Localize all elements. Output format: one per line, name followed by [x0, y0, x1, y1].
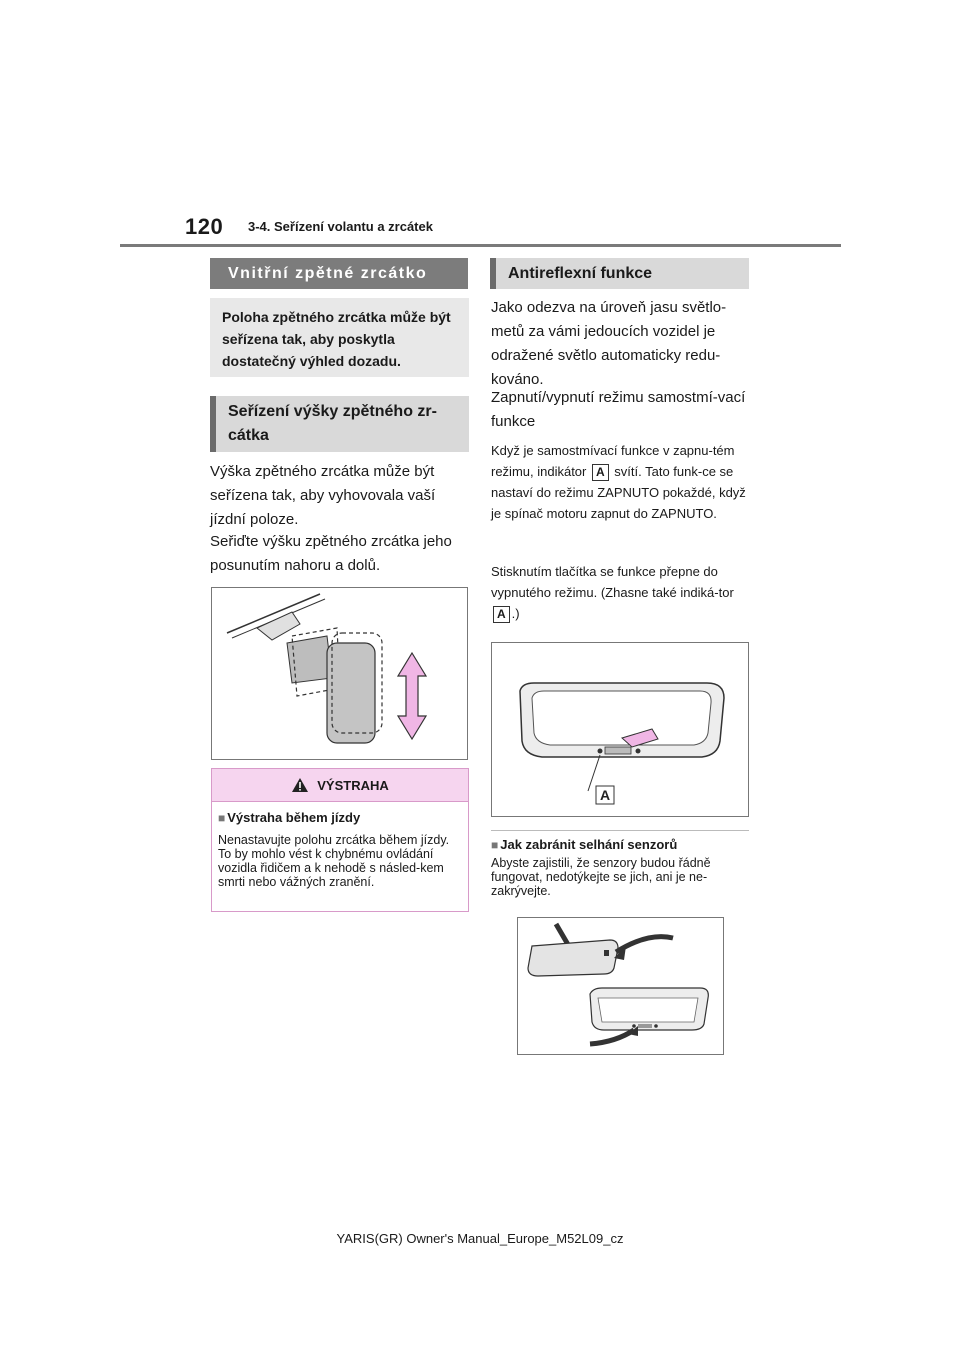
indicator-on-text-end: svítí. Tato funk-ce se nastaví do režimu ZAPNUTO pokaždé, když je spínač motoru zapnut do ZAPNUTO. — [491, 464, 746, 521]
heading-inner-mirror: Vnitřní zpětné zrcátko — [210, 258, 468, 289]
sensor-title-row — [491, 837, 753, 852]
page-number: 120 — [185, 214, 224, 239]
height-paragraph-1: Výška zpětného zrcátka může být seřízena tak, aby vyhovovala vaší jízdní poloze. — [210, 463, 436, 528]
button-off-text-start: Stisknutím tlačítka se funkce přepne do vypnutého režimu. (Zhasne také indiká-tor — [491, 564, 734, 600]
mirror-height-figure — [211, 587, 468, 760]
warning-header — [212, 769, 468, 802]
intro-box: Poloha zpětného zrcátka může být seřízena tak, aby poskytla dostatečný výhled dozadu. — [210, 298, 469, 377]
button-off-text-end: .) — [511, 606, 520, 621]
antiglare-mode-paragraph: Zapnutí/vypnutí režimu samostmí-vací funkce — [491, 389, 746, 430]
height-paragraph-2: Seřiďte výšku zpětného zrcátka jeho posunutím nahoru a dolů. — [210, 533, 452, 574]
antiglare-mirror-figure — [491, 642, 749, 817]
antiglare-paragraph: Jako odezva na úroveň jasu světlo-metů za vámi jedoucích vozidel je odražené světlo automaticky redu-kováno. — [491, 299, 727, 388]
heading-height-adjust: Seřízení výšky zpětného zr-cátka — [210, 396, 469, 452]
heading-antiglare: Antireflexní funkce — [490, 258, 749, 289]
warning-title: Výstraha během jízdy — [227, 810, 361, 825]
warning-text-2: To by mohlo vést k chybnému ovládání vozidla řidičem a k nehodě s násled-kem smrti nebo vážných zranění. — [218, 847, 444, 889]
antiglare-mirror-illustration — [492, 643, 748, 816]
section-title: 3-4. Seřízení volantu a zrcátek — [248, 219, 433, 234]
square-bullet-icon: ■ — [218, 811, 226, 825]
indicator-on-text-start: Když je samostmívací funkce v zapnu-tém režimu, indikátor — [491, 443, 735, 479]
button-off-note — [491, 561, 753, 624]
indicator-badge-2: A — [493, 606, 510, 623]
figure-callout-a: A — [599, 787, 611, 803]
indicator-on-note — [491, 440, 753, 524]
warning-title-row — [218, 810, 468, 825]
sensor-figure — [517, 917, 724, 1055]
warning-triangle-icon — [291, 777, 309, 793]
warning-label: VÝSTRAHA — [317, 777, 389, 793]
sensor-title: Jak zabránit selhání senzorů — [500, 837, 678, 852]
square-bullet-icon: ■ — [491, 838, 499, 852]
header-rule — [120, 244, 841, 247]
warning-box — [211, 768, 469, 912]
indicator-badge: A — [592, 464, 609, 481]
footer-manual-id: YARIS(GR) Owner's Manual_Europe_M52L09_cz — [336, 1231, 624, 1246]
sensor-text: Abyste zajistili, že senzory budou řádně fungovat, nedotýkejte se jich, ani je ne-zakrývejte. — [491, 856, 711, 898]
warning-text-1: Nenastavujte polohu zrcátka během jízdy. — [218, 833, 450, 847]
divider — [491, 830, 749, 831]
mirror-height-illustration — [212, 588, 467, 759]
sensor-illustration — [518, 918, 723, 1054]
